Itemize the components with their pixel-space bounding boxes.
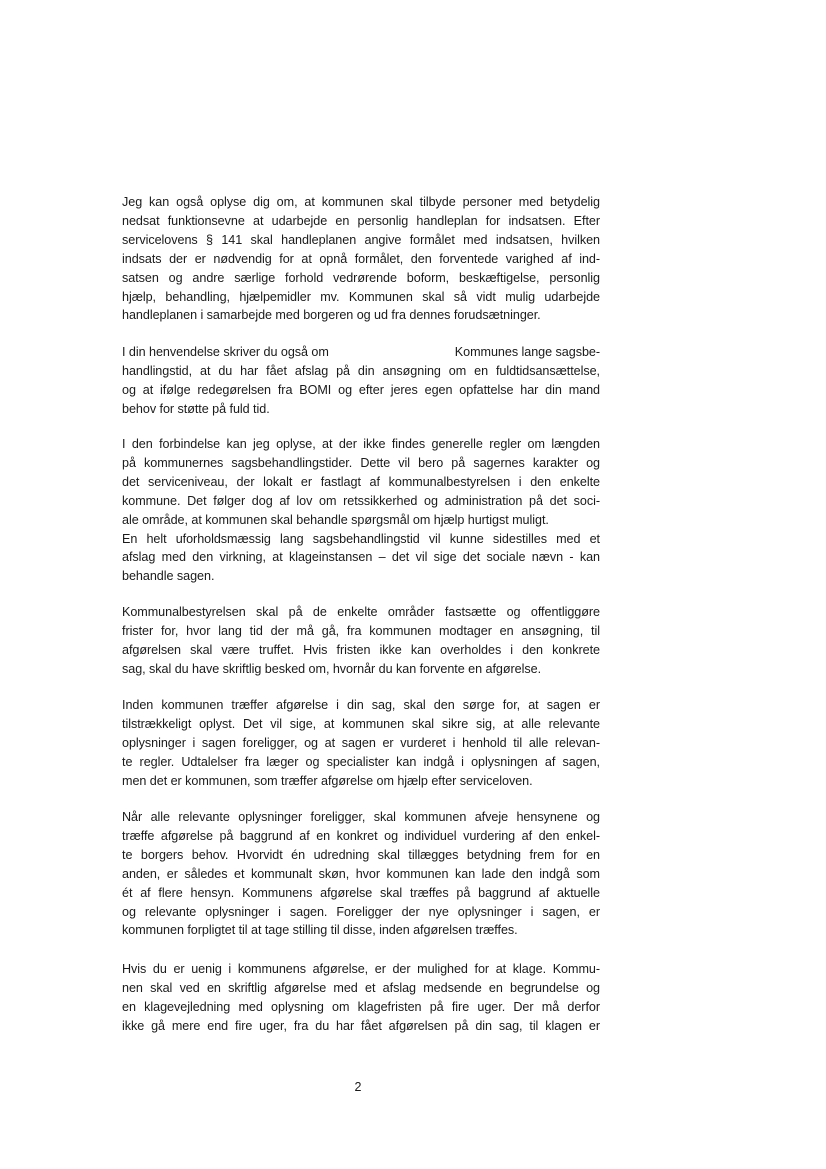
paragraph-afvejning [122,808,600,940]
text-line: anden, er således et kommunalt skøn, hvor kommunen kan lade den indgå som [122,866,600,881]
text-line: træffe afgørelse på baggrund af en konkret og individuel vurdering af den enkel- [122,828,600,843]
text-line: kommune. Det følger dog af lov om retssikkerhed og administration på det soci- [122,493,600,508]
text-line: Kommunalbestyrelsen skal på de enkelte områder fastsætte og offentliggøre [122,605,600,619]
paragraph-frister [122,603,600,679]
text-line: det serviceniveau, der lokalt er fastlagt af kommunalbestyrelsen i den enkelte [122,474,600,489]
text-line: te borgers behov. Hvorvidt én udredning skal tillægges betydning frem for en [122,847,600,862]
text-line: handlingstid, at du har fået afslag på din ansøgning om en fuldtidsansættelse, [122,363,600,378]
text-line: Hvis du er uenig i kommunens afgørelse, er der mulighed for at klage. Kommu- [122,962,600,976]
text-line: men det er kommunen, som træffer afgørelse om hjælp efter serviceloven. [122,773,533,788]
text-segment: I din henvendelse skriver du også om [122,345,329,359]
text-line: indsats der er nødvendig for at opnå formålet, den forventede varighed af ind- [122,251,600,266]
text-line: behandle sagen. [122,569,215,584]
text-line: afgørelsen skal være truffet. Hvis fristen ikke kan overholdes i den konkrete [122,642,600,657]
text-line: nedsat funktionsevne at udarbejde en personlig handleplan for indsatsen. Efter [122,213,600,228]
text-line [122,343,600,362]
text-line: satsen og andre særlige forhold vedrørende boform, beskæftigelse, personlig [122,270,600,285]
text-line: behov for støtte på fuld tid. [122,401,270,416]
text-line: og at ifølge redegørelsen fra BOMI og efter jeres egen opfattelse har din mand [122,382,600,397]
text-line: hjælp, behandling, hjælpemidler mv. Kommunen skal så vidt mulig udarbejde [122,289,600,304]
paragraph-henvendelse [122,343,600,419]
text-line: ale område, at kommunen skal behandle spørgsmål om hjælp hurtigst muligt. [122,512,549,527]
text-line: I den forbindelse kan jeg oplyse, at der ikke findes generelle regler om længden [122,437,600,451]
text-line: sag, skal du have skriftlig besked om, hvornår du kan forvente en afgørelse. [122,661,542,676]
text-line: Jeg kan også oplyse dig om, at kommunen skal tilbyde personer med betydelig [122,195,600,209]
page-number: 2 [354,1080,362,1094]
text-line: ikke gå mere end fire uger, fra du har fået afgørelsen på din sag, til klagen er [122,1018,600,1033]
text-line: tilstrækkeligt oplyst. Det vil sige, at kommunen skal sikre sig, at alle relevante [122,716,600,731]
text-line: handleplanen i samarbejde med borgeren og ud fra dennes forudsætninger. [122,308,541,323]
redacted-gap [329,343,455,362]
text-line: en klagevejledning med oplysning om klagefristen på fire uger. Der må derfor [122,999,600,1014]
paragraph-handleplan [122,193,600,325]
text-segment: Kommunes lange sagsbe- [454,345,600,359]
text-line: te regler. Udtalelser fra læger og specialister kan indgå i oplysningen af sagen, [122,754,600,769]
text-line: servicelovens § 141 skal handleplanen angive formålet med indsatsen, hvilken [122,232,600,247]
text-line: afslag med den virkning, at klageinstansen – det vil sige det sociale nævn - kan [122,550,600,565]
text-line: oplysninger i sagen foreligger, og at sagen er vurderet i henhold til alle relevan- [122,735,600,750]
text-line: Når alle relevante oplysninger foreligger, skal kommunen afveje hensynene og [122,810,600,824]
text-line: Inden kommunen træffer afgørelse i din sag, skal den sørge for, at sagen er [122,698,600,712]
text-line: frister for, hvor lang tid der må gå, fra kommunen modtager en ansøgning, til [122,623,600,638]
text-line: nen skal ved en skriftlig afgørelse med et afslag medsende en begrundelse og [122,980,600,995]
text-line: og relevante oplysninger i sagen. Foreligger der nye oplysninger i sagen, er [122,904,600,919]
paragraph-sagsbehandlingstid [122,435,600,586]
text-line: på kommunernes sagsbehandlingstider. Dette vil bero på sagernes karakter og [122,455,600,470]
paragraph-oplysning [122,696,600,791]
text-line: En helt uforholdsmæssig lang sagsbehandlingstid vil kunne sidestilles med et [122,531,600,546]
text-line: ét af flere hensyn. Kommunens afgørelse skal træffes på baggrund af aktuelle [122,885,600,900]
text-line: kommunen forpligtet til at tage stilling til disse, inden afgørelsen træffes. [122,923,518,938]
paragraph-klage [122,960,600,1036]
